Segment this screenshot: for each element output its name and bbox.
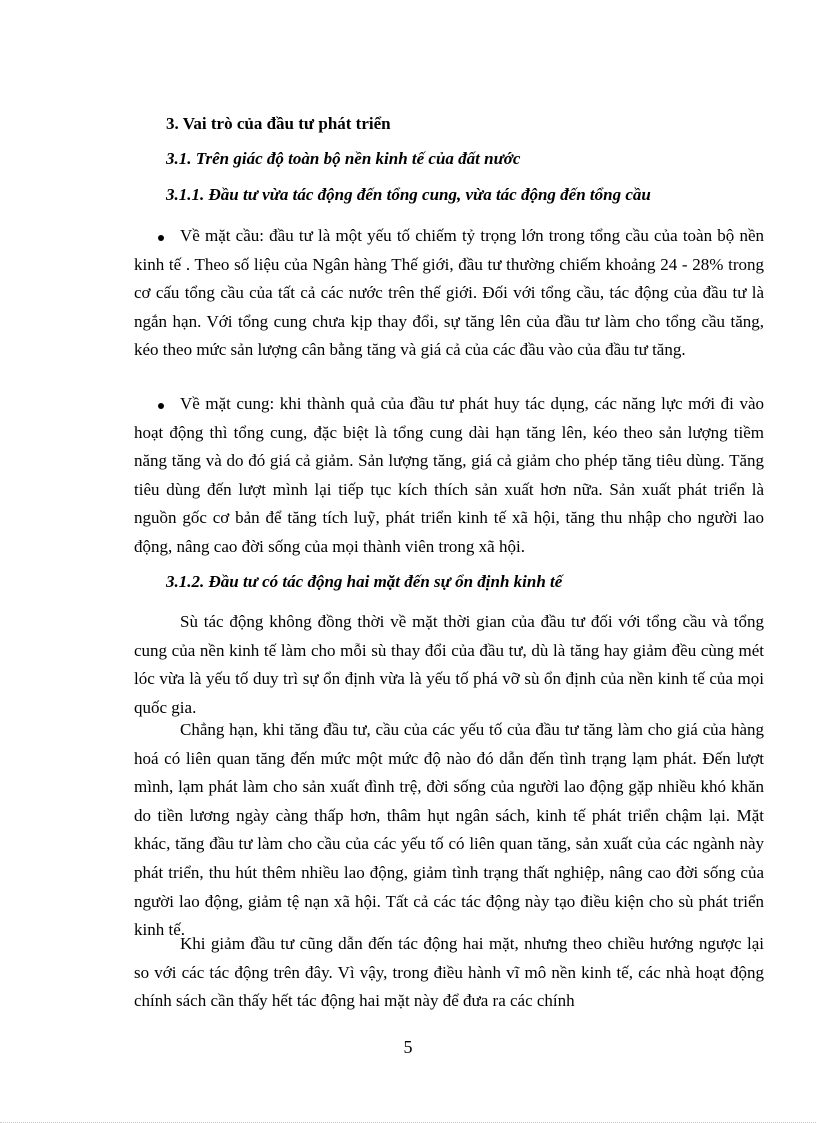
body-paragraph: Chẳng hạn, khi tăng đầu tư, cầu của các yếu tố của đầu tư tăng làm cho giá của hàng hoá có liên quan tăng đến mức một mức độ nào đó dẫn đến tình trạng lạm phát. Đến lượt mình, lạm phát làm cho sản xuất đình trệ, đời sống của người lao động gặp nhiều khó khăn do tiền lương ngày càng thấp hơn, thâm hụt ngân sách, kinh tế phát triển chậm lại. Mặt khác, tăng đầu tư làm cho cầu của các yếu tố có liên quan tăng, sản xuất của các ngành này phát triển, thu hút thêm nhiều lao động, giảm tình trạng thất nghiệp, nâng cao đời sống của người lao động, giảm tệ nạn xã hội. Tất cả các tác động này tạo điều kiện cho sù phát triển kinh tế. xyxy=(134,720,764,940)
subsubsection-heading-1: 3.1.1. Đầu tư vừa tác động đến tổng cung, vừa tác động đến tổng cầu xyxy=(166,185,651,204)
section-heading: 3. Vai trò của đầu tư phát triển xyxy=(166,114,391,133)
page-number: 5 xyxy=(403,1037,413,1057)
bullet-paragraph-supply: Về mặt cung: khi thành quả của đầu tư phát huy tác dụng, các năng lực mới đi vào hoạt động thì tổng cung, đặc biệt là tổng cung dài hạn tăng lên, kéo theo sản lượng tiềm năng tăng và do đó giá cả giảm. Sản lượng tăng, giá cả giảm cho phép tăng tiêu dùng. Tăng tiêu dùng đến lượt mình lại tiếp tục kích thích sản xuất hơn nữa. Sản xuất phát triển là nguồn gốc cơ bản để tăng tích luỹ, phát triển kinh tế xã hội, tăng thu nhập cho người lao động, nâng cao đời sống của mọi thành viên trong xã hội. xyxy=(134,394,764,556)
subsection-heading: 3.1. Trên giác độ toàn bộ nền kinh tế của đất nước xyxy=(166,149,521,168)
subsubsection-heading-2: 3.1.2. Đầu tư có tác động hai mặt đến sự ổn định kinh tế xyxy=(166,572,563,591)
body-paragraph: Sù tác động không đồng thời về mặt thời gian của đầu tư đối với tổng cầu và tổng cung của nền kinh tế làm cho mỗi sù thay đổi của đầu tư, dù là tăng hay giảm đều cùng mét lóc vừa là yếu tố duy trì sự ổn định vừa là yếu tố phá vỡ sù ổn định của nền kinh tế của mọi quốc gia. xyxy=(134,612,764,717)
body-paragraph: Khi giảm đầu tư cũng dẫn đến tác động hai mặt, nhưng theo chiều hướng ngược lại so với các tác động trên đây. Vì vậy, trong điều hành vĩ mô nền kinh tế, các nhà hoạt động chính sách cần thấy hết tác động hai mặt này để đưa ra các chính xyxy=(134,934,764,1011)
bullet-paragraph-demand: Về mặt cầu: đầu tư là một yếu tố chiếm tỷ trọng lớn trong tổng cầu của toàn bộ nền kinh tế . Theo số liệu của Ngân hàng Thế giới, đầu tư thường chiếm khoảng 24 - 28% trong cơ cấu tổng cầu của tất cả các nước trên thế giới. Đối với tổng cầu, tác động của đầu tư là ngắn hạn. Với tổng cung chưa kịp thay đổi, sự tăng lên của đầu tư làm cho tổng cầu tăng, kéo theo mức sản lượng cân bằng tăng và giá cả của các đầu vào của đầu tư tăng. xyxy=(134,226,764,360)
